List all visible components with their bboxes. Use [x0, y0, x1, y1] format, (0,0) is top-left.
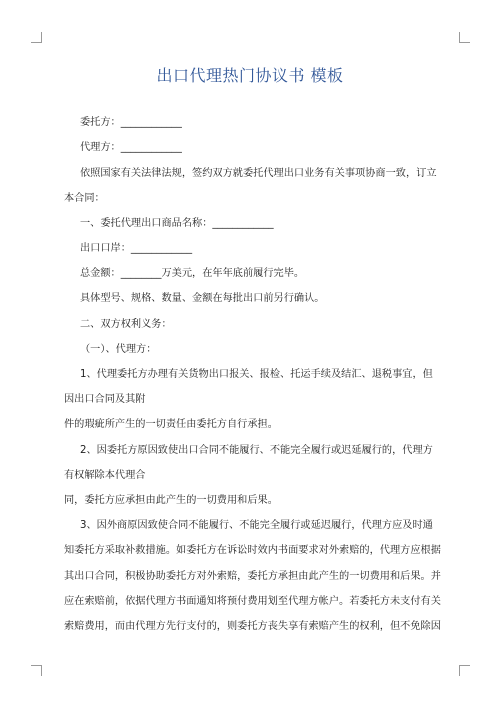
paragraph-line: 依照国家有关法律法规，签约双方就委托代理出口业务有关事项协商一致，订立	[80, 168, 437, 179]
subsection-heading: （一）、代理方：	[80, 344, 157, 355]
paragraph-line: 其出口合同，积极协助委托方对外索赔，委托方承担由此产生的一切费用和后果。并	[64, 571, 441, 582]
paragraph-line: 3、因外商原因致使合同不能履行、不能完全履行或延迟履行，代理方应及时通	[80, 520, 433, 531]
paragraph-line: 索赔费用，而由代理方先行支付的，则委托方丧失享有索赔产生的权利，但不免除因	[64, 621, 441, 632]
paragraph-line: 2、因委托方原因致使出口合同不能履行、不能完全履行或迟延履行的，代理方	[80, 445, 433, 456]
paragraph-line: 本合同：	[64, 193, 105, 204]
paragraph-line: 因出口合同及其附	[64, 394, 146, 405]
crop-mark-bottom-right	[459, 665, 470, 676]
paragraph-line: 件的瑕疵所产生的一切责任由委托方自行承担。	[64, 419, 278, 430]
crop-mark-bottom-left	[31, 665, 42, 676]
agent-party-line: 代理方：____________	[80, 142, 182, 153]
section-heading: 二、双方权利义务：	[80, 319, 172, 330]
paragraph-line: 应在索赔前，依据代理方书面通知将预付费用划至代理方帐户。若委托方未支付有关	[64, 596, 441, 607]
document-title: 出口代理热门协议书 模板	[156, 66, 344, 85]
paragraph-line: 知委托方采取补救措施。如委托方在诉讼时效内书面要求对外索赔的，代理方应根据	[64, 545, 441, 556]
paragraph-line: 有权解除本代理合	[64, 470, 146, 481]
paragraph-line: 同，委托方应承担由此产生的一切费用和后果。	[64, 495, 278, 506]
section-heading: 一、委托代理出口商品名称：____________	[80, 218, 274, 229]
paragraph-line: 具体型号、规格、数量、金额在每批出口前另行确认。	[80, 293, 325, 304]
paragraph-line: 1、代理委托方办理有关货物出口报关、报检、托运手续及结汇、退税事宜，但	[80, 369, 433, 380]
crop-mark-top-left	[31, 32, 42, 43]
crop-mark-top-right	[459, 32, 470, 43]
paragraph-line: 总金额：________万美元，在年年底前履行完毕。	[80, 268, 305, 279]
client-party-line: 委托方：____________	[80, 117, 182, 128]
paragraph-line: 出口口岸：____________	[80, 243, 193, 254]
